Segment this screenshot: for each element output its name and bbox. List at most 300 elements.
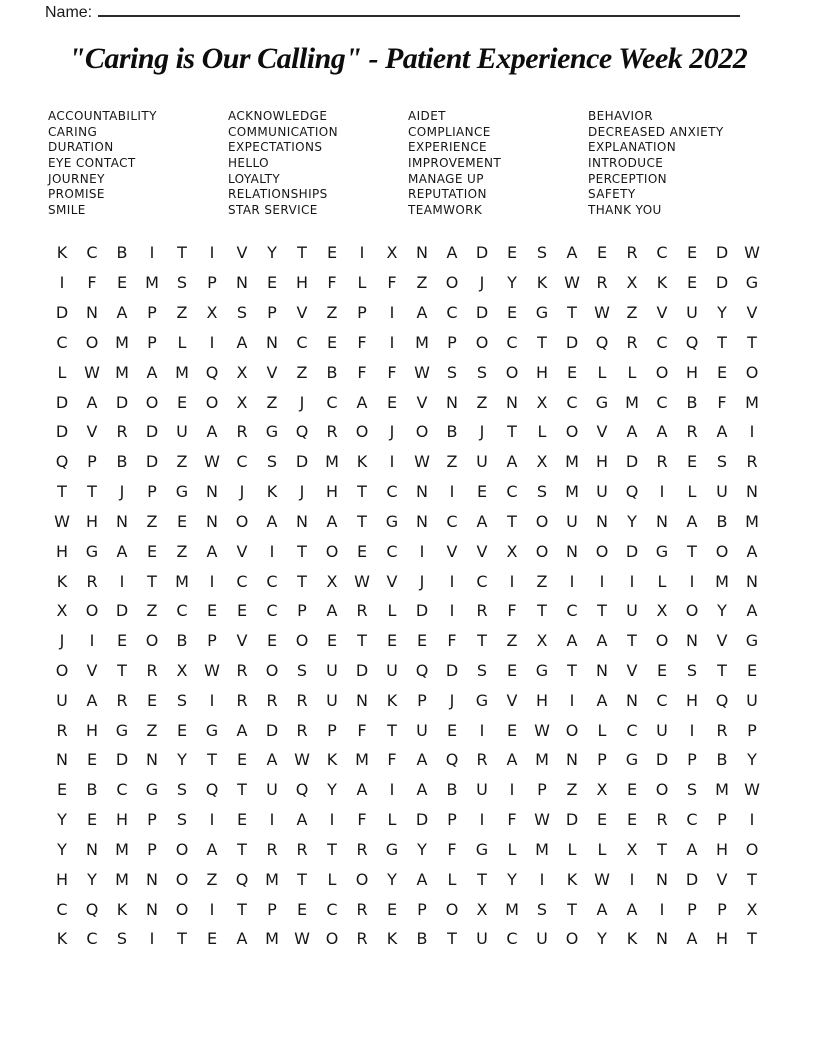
grid-cell: G bbox=[745, 631, 759, 651]
grid-cell: H bbox=[685, 362, 699, 382]
grid-cell: I bbox=[749, 810, 755, 830]
grid-cell: I bbox=[689, 720, 695, 740]
grid-cell: E bbox=[686, 452, 698, 472]
grid-cell: U bbox=[596, 482, 608, 502]
grid-cell: O bbox=[85, 332, 99, 352]
grid-cell: O bbox=[355, 869, 369, 889]
grid-cell: N bbox=[416, 482, 428, 502]
grid-cell: K bbox=[536, 273, 548, 293]
grid-cell: A bbox=[266, 511, 278, 531]
grid-cell: Z bbox=[446, 452, 458, 472]
grid-cell: T bbox=[297, 571, 307, 591]
grid-cell: I bbox=[209, 690, 215, 710]
grid-cell: T bbox=[627, 631, 637, 651]
grid-cell: M bbox=[535, 750, 549, 770]
grid-cell: L bbox=[357, 273, 367, 293]
grid-cell: N bbox=[86, 839, 98, 859]
grid-cell: M bbox=[145, 273, 159, 293]
grid-cell: I bbox=[209, 810, 215, 830]
grid-cell: O bbox=[565, 422, 579, 442]
word-item: DECREASED ANXIETY bbox=[588, 124, 724, 139]
word-item: REPUTATION bbox=[408, 187, 487, 202]
page-title: "Caring is Our Calling" - Patient Experience Week 2022 bbox=[68, 42, 748, 75]
grid-cell: E bbox=[236, 810, 248, 830]
grid-cell: L bbox=[597, 362, 607, 382]
grid-cell: N bbox=[596, 511, 608, 531]
grid-cell: X bbox=[536, 392, 548, 412]
grid-cell: D bbox=[415, 810, 429, 830]
grid-cell: E bbox=[236, 750, 248, 770]
grid-cell: D bbox=[295, 452, 309, 472]
word-item: TEAMWORK bbox=[408, 203, 483, 218]
grid-cell: A bbox=[326, 601, 338, 621]
word-list bbox=[48, 109, 768, 219]
grid-cell: O bbox=[355, 422, 369, 442]
grid-cell: E bbox=[746, 661, 758, 680]
grid-cell: E bbox=[386, 631, 398, 651]
grid-cell: E bbox=[566, 362, 578, 382]
grid-cell: O bbox=[325, 929, 339, 949]
grid-cell: A bbox=[596, 899, 608, 919]
grid-cell: N bbox=[416, 243, 428, 263]
grid-cell: N bbox=[746, 571, 758, 591]
grid-cell: Q bbox=[415, 661, 429, 680]
grid-cell: X bbox=[656, 601, 668, 621]
grid-cell: O bbox=[535, 541, 549, 561]
grid-cell: I bbox=[569, 571, 575, 591]
grid-cell: M bbox=[745, 392, 759, 412]
grid-cell: A bbox=[296, 810, 308, 830]
grid-cell: E bbox=[326, 243, 338, 263]
word-item: COMPLIANCE bbox=[408, 124, 491, 139]
grid-cell: E bbox=[86, 810, 98, 830]
grid-cell: Q bbox=[295, 780, 309, 800]
grid-cell: C bbox=[656, 332, 668, 352]
grid-cell: I bbox=[89, 631, 95, 651]
grid-cell: C bbox=[656, 392, 668, 412]
word-item: MANAGE UP bbox=[408, 171, 484, 186]
grid-cell: G bbox=[175, 482, 189, 502]
grid-cell: Q bbox=[445, 750, 459, 770]
grid-cell: E bbox=[356, 541, 368, 561]
grid-cell: M bbox=[565, 452, 579, 472]
grid-cell: T bbox=[237, 899, 247, 919]
grid-cell: T bbox=[57, 482, 67, 502]
grid-cell: N bbox=[236, 273, 248, 293]
grid-cell: K bbox=[116, 899, 128, 919]
grid-cell: P bbox=[267, 899, 277, 919]
grid-cell: J bbox=[59, 631, 65, 651]
grid-cell: A bbox=[596, 690, 608, 710]
grid-cell: A bbox=[746, 601, 758, 621]
grid-cell: B bbox=[116, 243, 128, 263]
grid-cell: Z bbox=[296, 362, 308, 382]
grid-cell: C bbox=[566, 392, 578, 412]
grid-cell: V bbox=[86, 661, 98, 680]
grid-cell: W bbox=[204, 452, 220, 472]
word-item: ACCOUNTABILITY bbox=[48, 109, 157, 123]
grid-cell: P bbox=[327, 720, 337, 740]
grid-cell: V bbox=[236, 631, 248, 651]
grid-cell: Y bbox=[717, 601, 727, 621]
grid-cell: Z bbox=[536, 571, 548, 591]
grid-cell: K bbox=[56, 571, 68, 591]
grid-cell: P bbox=[447, 332, 457, 352]
grid-cell: V bbox=[236, 243, 248, 263]
grid-cell: T bbox=[747, 869, 757, 889]
grid-cell: O bbox=[145, 631, 159, 651]
word-list-column bbox=[588, 109, 768, 219]
grid-cell: D bbox=[715, 273, 729, 293]
grid-cell: D bbox=[55, 303, 69, 323]
grid-cell: D bbox=[415, 601, 429, 621]
grid-cell: B bbox=[446, 780, 458, 800]
grid-cell: I bbox=[209, 332, 215, 352]
grid-cell: C bbox=[566, 601, 578, 621]
grid-cell: M bbox=[625, 392, 639, 412]
grid-cell: T bbox=[537, 332, 547, 352]
grid-cell: F bbox=[717, 392, 727, 412]
grid-cell: R bbox=[326, 422, 338, 442]
grid-cell: G bbox=[535, 303, 549, 323]
grid-cell: A bbox=[566, 631, 578, 651]
grid-cell: U bbox=[476, 929, 488, 949]
grid-cell: O bbox=[505, 362, 519, 382]
grid-cell: K bbox=[326, 750, 338, 770]
grid-cell: V bbox=[506, 690, 518, 710]
grid-cell: T bbox=[147, 571, 157, 591]
grid-cell: V bbox=[716, 631, 728, 651]
grid-cell: T bbox=[747, 332, 757, 352]
grid-cell: W bbox=[744, 780, 760, 800]
grid-cell: A bbox=[596, 631, 608, 651]
grid-cell: E bbox=[596, 243, 608, 263]
grid-cell: F bbox=[357, 720, 367, 740]
grid-cell: F bbox=[357, 362, 367, 382]
grid-cell: N bbox=[266, 332, 278, 352]
grid-cell: R bbox=[266, 839, 278, 859]
grid-cell: P bbox=[207, 631, 217, 651]
grid-cell: P bbox=[207, 273, 217, 293]
word-item: EXPLANATION bbox=[588, 140, 677, 155]
grid-cell: E bbox=[56, 780, 68, 800]
grid-cell: N bbox=[146, 750, 158, 770]
grid-cell: R bbox=[116, 422, 128, 442]
grid-cell: X bbox=[236, 392, 248, 412]
grid-cell: K bbox=[626, 929, 638, 949]
grid-cell: D bbox=[715, 243, 729, 263]
grid-cell: T bbox=[507, 422, 517, 442]
grid-cell: A bbox=[326, 511, 338, 531]
grid-cell: A bbox=[86, 690, 98, 710]
grid-cell: C bbox=[686, 810, 698, 830]
grid-cell: S bbox=[476, 661, 488, 680]
word-list-column bbox=[228, 109, 408, 219]
word-item: HELLO bbox=[228, 156, 269, 171]
grid-cell: X bbox=[206, 303, 218, 323]
grid-cell: T bbox=[567, 661, 577, 680]
word-item: INTRODUCE bbox=[588, 156, 664, 171]
grid-cell: E bbox=[506, 720, 518, 740]
grid-cell: I bbox=[329, 810, 335, 830]
grid-cell: H bbox=[55, 869, 69, 889]
grid-cell: G bbox=[385, 511, 399, 531]
grid-cell: P bbox=[357, 303, 367, 323]
grid-cell: T bbox=[537, 601, 547, 621]
grid-cell: D bbox=[655, 750, 669, 770]
grid-cell: T bbox=[507, 511, 517, 531]
word-item: IMPROVEMENT bbox=[408, 156, 502, 171]
grid-cell: R bbox=[296, 720, 308, 740]
grid-cell: G bbox=[625, 750, 639, 770]
grid-cell: E bbox=[266, 273, 278, 293]
grid-cell: T bbox=[717, 332, 727, 352]
grid-cell: H bbox=[595, 452, 609, 472]
grid-cell: O bbox=[445, 899, 459, 919]
grid-cell: C bbox=[476, 571, 488, 591]
grid-cell: I bbox=[209, 243, 215, 263]
grid-cell: C bbox=[266, 571, 278, 591]
grid-cell: D bbox=[115, 601, 129, 621]
grid-cell: S bbox=[536, 899, 548, 919]
grid-cell: O bbox=[295, 631, 309, 651]
grid-cell: B bbox=[686, 392, 698, 412]
grid-cell: E bbox=[176, 511, 188, 531]
grid-cell: E bbox=[506, 243, 518, 263]
grid-cell: X bbox=[746, 899, 758, 919]
grid-cell: E bbox=[386, 392, 398, 412]
grid-cell: S bbox=[266, 452, 278, 472]
grid-cell: E bbox=[626, 810, 638, 830]
grid-cell: P bbox=[747, 720, 757, 740]
grid-cell: U bbox=[566, 511, 578, 531]
grid-cell: O bbox=[205, 392, 219, 412]
name-blank-line bbox=[98, 2, 740, 17]
grid-cell: H bbox=[715, 839, 729, 859]
grid-cell: G bbox=[385, 839, 399, 859]
grid-cell: I bbox=[419, 541, 425, 561]
grid-cell: T bbox=[567, 899, 577, 919]
grid-cell: Z bbox=[566, 780, 578, 800]
grid-cell: Z bbox=[326, 303, 338, 323]
grid-cell: E bbox=[86, 750, 98, 770]
grid-cell: E bbox=[626, 780, 638, 800]
grid-cell: H bbox=[85, 720, 99, 740]
grid-cell: A bbox=[206, 541, 218, 561]
grid-cell: O bbox=[595, 541, 609, 561]
grid-cell: G bbox=[475, 690, 489, 710]
grid-cell: L bbox=[387, 810, 397, 830]
grid-cell: S bbox=[296, 661, 308, 680]
grid-cell: I bbox=[59, 273, 65, 293]
grid-cell: T bbox=[357, 511, 367, 531]
grid-cell: W bbox=[414, 452, 430, 472]
grid-cell: T bbox=[297, 869, 307, 889]
grid-cell: Y bbox=[717, 303, 727, 323]
grid-cell: Y bbox=[87, 869, 97, 889]
grid-cell: Q bbox=[85, 899, 99, 919]
grid-cell: D bbox=[475, 303, 489, 323]
grid-cell: O bbox=[85, 601, 99, 621]
grid-cell: E bbox=[446, 720, 458, 740]
grid-cell: Z bbox=[146, 720, 158, 740]
grid-cell: E bbox=[506, 303, 518, 323]
grid-cell: T bbox=[657, 839, 667, 859]
grid-cell: A bbox=[446, 243, 458, 263]
grid-cell: B bbox=[416, 929, 428, 949]
grid-cell: S bbox=[686, 661, 698, 680]
grid-cell: H bbox=[535, 690, 549, 710]
grid-cell: I bbox=[749, 422, 755, 442]
word-item: JOURNEY bbox=[48, 171, 105, 186]
grid-cell: M bbox=[115, 839, 129, 859]
grid-cell: R bbox=[146, 661, 158, 680]
grid-cell: O bbox=[235, 511, 249, 531]
grid-cell: E bbox=[686, 273, 698, 293]
grid-cell: J bbox=[419, 571, 425, 591]
grid-cell: O bbox=[655, 362, 669, 382]
grid-cell: P bbox=[147, 332, 157, 352]
grid-cell: W bbox=[84, 362, 100, 382]
grid-cell: P bbox=[717, 899, 727, 919]
grid-cell: T bbox=[387, 720, 397, 740]
grid-cell: M bbox=[115, 332, 129, 352]
grid-cell: E bbox=[116, 631, 128, 651]
grid-cell: O bbox=[565, 720, 579, 740]
grid-cell: C bbox=[656, 690, 668, 710]
grid-cell: P bbox=[537, 780, 547, 800]
grid-cell: L bbox=[177, 332, 187, 352]
grid-cell: E bbox=[176, 720, 188, 740]
grid-cell: J bbox=[299, 392, 305, 412]
grid-cell: E bbox=[716, 362, 728, 382]
grid-cell: Q bbox=[625, 482, 639, 502]
grid-cell: I bbox=[629, 869, 635, 889]
grid-cell: A bbox=[356, 392, 368, 412]
grid-cell: T bbox=[177, 243, 187, 263]
grid-cell: M bbox=[325, 452, 339, 472]
grid-cell: L bbox=[387, 601, 397, 621]
grid-cell: V bbox=[296, 303, 308, 323]
grid-cell: D bbox=[55, 392, 69, 412]
grid-cell: H bbox=[535, 362, 549, 382]
grid-cell: Z bbox=[206, 869, 218, 889]
grid-cell: R bbox=[656, 810, 668, 830]
grid-cell: N bbox=[656, 511, 668, 531]
grid-cell: F bbox=[387, 750, 397, 770]
grid-cell: G bbox=[745, 273, 759, 293]
grid-cell: P bbox=[147, 839, 157, 859]
grid-cell: O bbox=[535, 511, 549, 531]
grid-cell: T bbox=[477, 631, 487, 651]
grid-cell: V bbox=[746, 303, 758, 323]
word-list-column bbox=[408, 109, 588, 219]
grid-cell: R bbox=[356, 601, 368, 621]
grid-cell: I bbox=[479, 720, 485, 740]
grid-cell: F bbox=[87, 273, 97, 293]
grid-cell: I bbox=[599, 571, 605, 591]
grid-cell: K bbox=[266, 482, 278, 502]
grid-cell: D bbox=[565, 332, 579, 352]
grid-cell: X bbox=[386, 243, 398, 263]
grid-cell: I bbox=[569, 690, 575, 710]
grid-cell: U bbox=[416, 720, 428, 740]
grid-cell: F bbox=[387, 362, 397, 382]
grid-cell: T bbox=[477, 869, 487, 889]
grid-cell: G bbox=[265, 422, 279, 442]
grid-cell: C bbox=[506, 929, 518, 949]
grid-cell: N bbox=[566, 750, 578, 770]
grid-cell: W bbox=[744, 243, 760, 263]
grid-cell: R bbox=[356, 929, 368, 949]
grid-cell: L bbox=[57, 362, 67, 382]
grid-cell: O bbox=[55, 661, 69, 680]
grid-cell: V bbox=[266, 362, 278, 382]
grid-cell: H bbox=[295, 273, 309, 293]
grid-cell: L bbox=[627, 362, 637, 382]
grid-cell: O bbox=[565, 929, 579, 949]
grid-cell: A bbox=[626, 422, 638, 442]
grid-cell: I bbox=[449, 482, 455, 502]
grid-cell: E bbox=[506, 661, 518, 680]
grid-cell: D bbox=[355, 661, 369, 680]
grid-cell: O bbox=[445, 273, 459, 293]
grid-cell: R bbox=[266, 690, 278, 710]
grid-cell: O bbox=[145, 392, 159, 412]
grid-cell: V bbox=[416, 392, 428, 412]
grid-cell: T bbox=[237, 839, 247, 859]
grid-cell: D bbox=[475, 243, 489, 263]
grid-cell: R bbox=[296, 839, 308, 859]
grid-cell: T bbox=[717, 661, 727, 680]
grid-cell: N bbox=[746, 482, 758, 502]
grid-cell: E bbox=[416, 631, 428, 651]
grid-cell: X bbox=[476, 899, 488, 919]
grid-cell: V bbox=[386, 571, 398, 591]
grid-cell: R bbox=[56, 720, 68, 740]
grid-cell: O bbox=[175, 899, 189, 919]
grid-cell: P bbox=[147, 482, 157, 502]
grid-cell: K bbox=[656, 273, 668, 293]
grid-cell: C bbox=[86, 929, 98, 949]
grid-cell: A bbox=[356, 780, 368, 800]
grid-cell: Q bbox=[685, 332, 699, 352]
grid-cell: S bbox=[716, 452, 728, 472]
grid-cell: E bbox=[386, 899, 398, 919]
grid-cell: A bbox=[506, 750, 518, 770]
grid-cell: M bbox=[715, 780, 729, 800]
grid-cell: Q bbox=[205, 362, 219, 382]
grid-cell: U bbox=[266, 780, 278, 800]
grid-cell: R bbox=[626, 332, 638, 352]
grid-cell: J bbox=[299, 482, 305, 502]
grid-cell: A bbox=[86, 392, 98, 412]
grid-cell: J bbox=[119, 482, 125, 502]
grid-cell: S bbox=[176, 810, 188, 830]
grid-cell: N bbox=[656, 869, 668, 889]
word-item: STAR SERVICE bbox=[228, 203, 318, 218]
word-item: EYE CONTACT bbox=[48, 156, 136, 171]
grid-cell: N bbox=[86, 303, 98, 323]
grid-cell: A bbox=[266, 750, 278, 770]
grid-cell: Q bbox=[595, 332, 609, 352]
grid-cell: I bbox=[209, 899, 215, 919]
grid-cell: T bbox=[177, 929, 187, 949]
grid-cell: X bbox=[626, 273, 638, 293]
grid-cell: O bbox=[175, 839, 189, 859]
grid-cell: A bbox=[686, 511, 698, 531]
grid-cell: V bbox=[476, 541, 488, 561]
